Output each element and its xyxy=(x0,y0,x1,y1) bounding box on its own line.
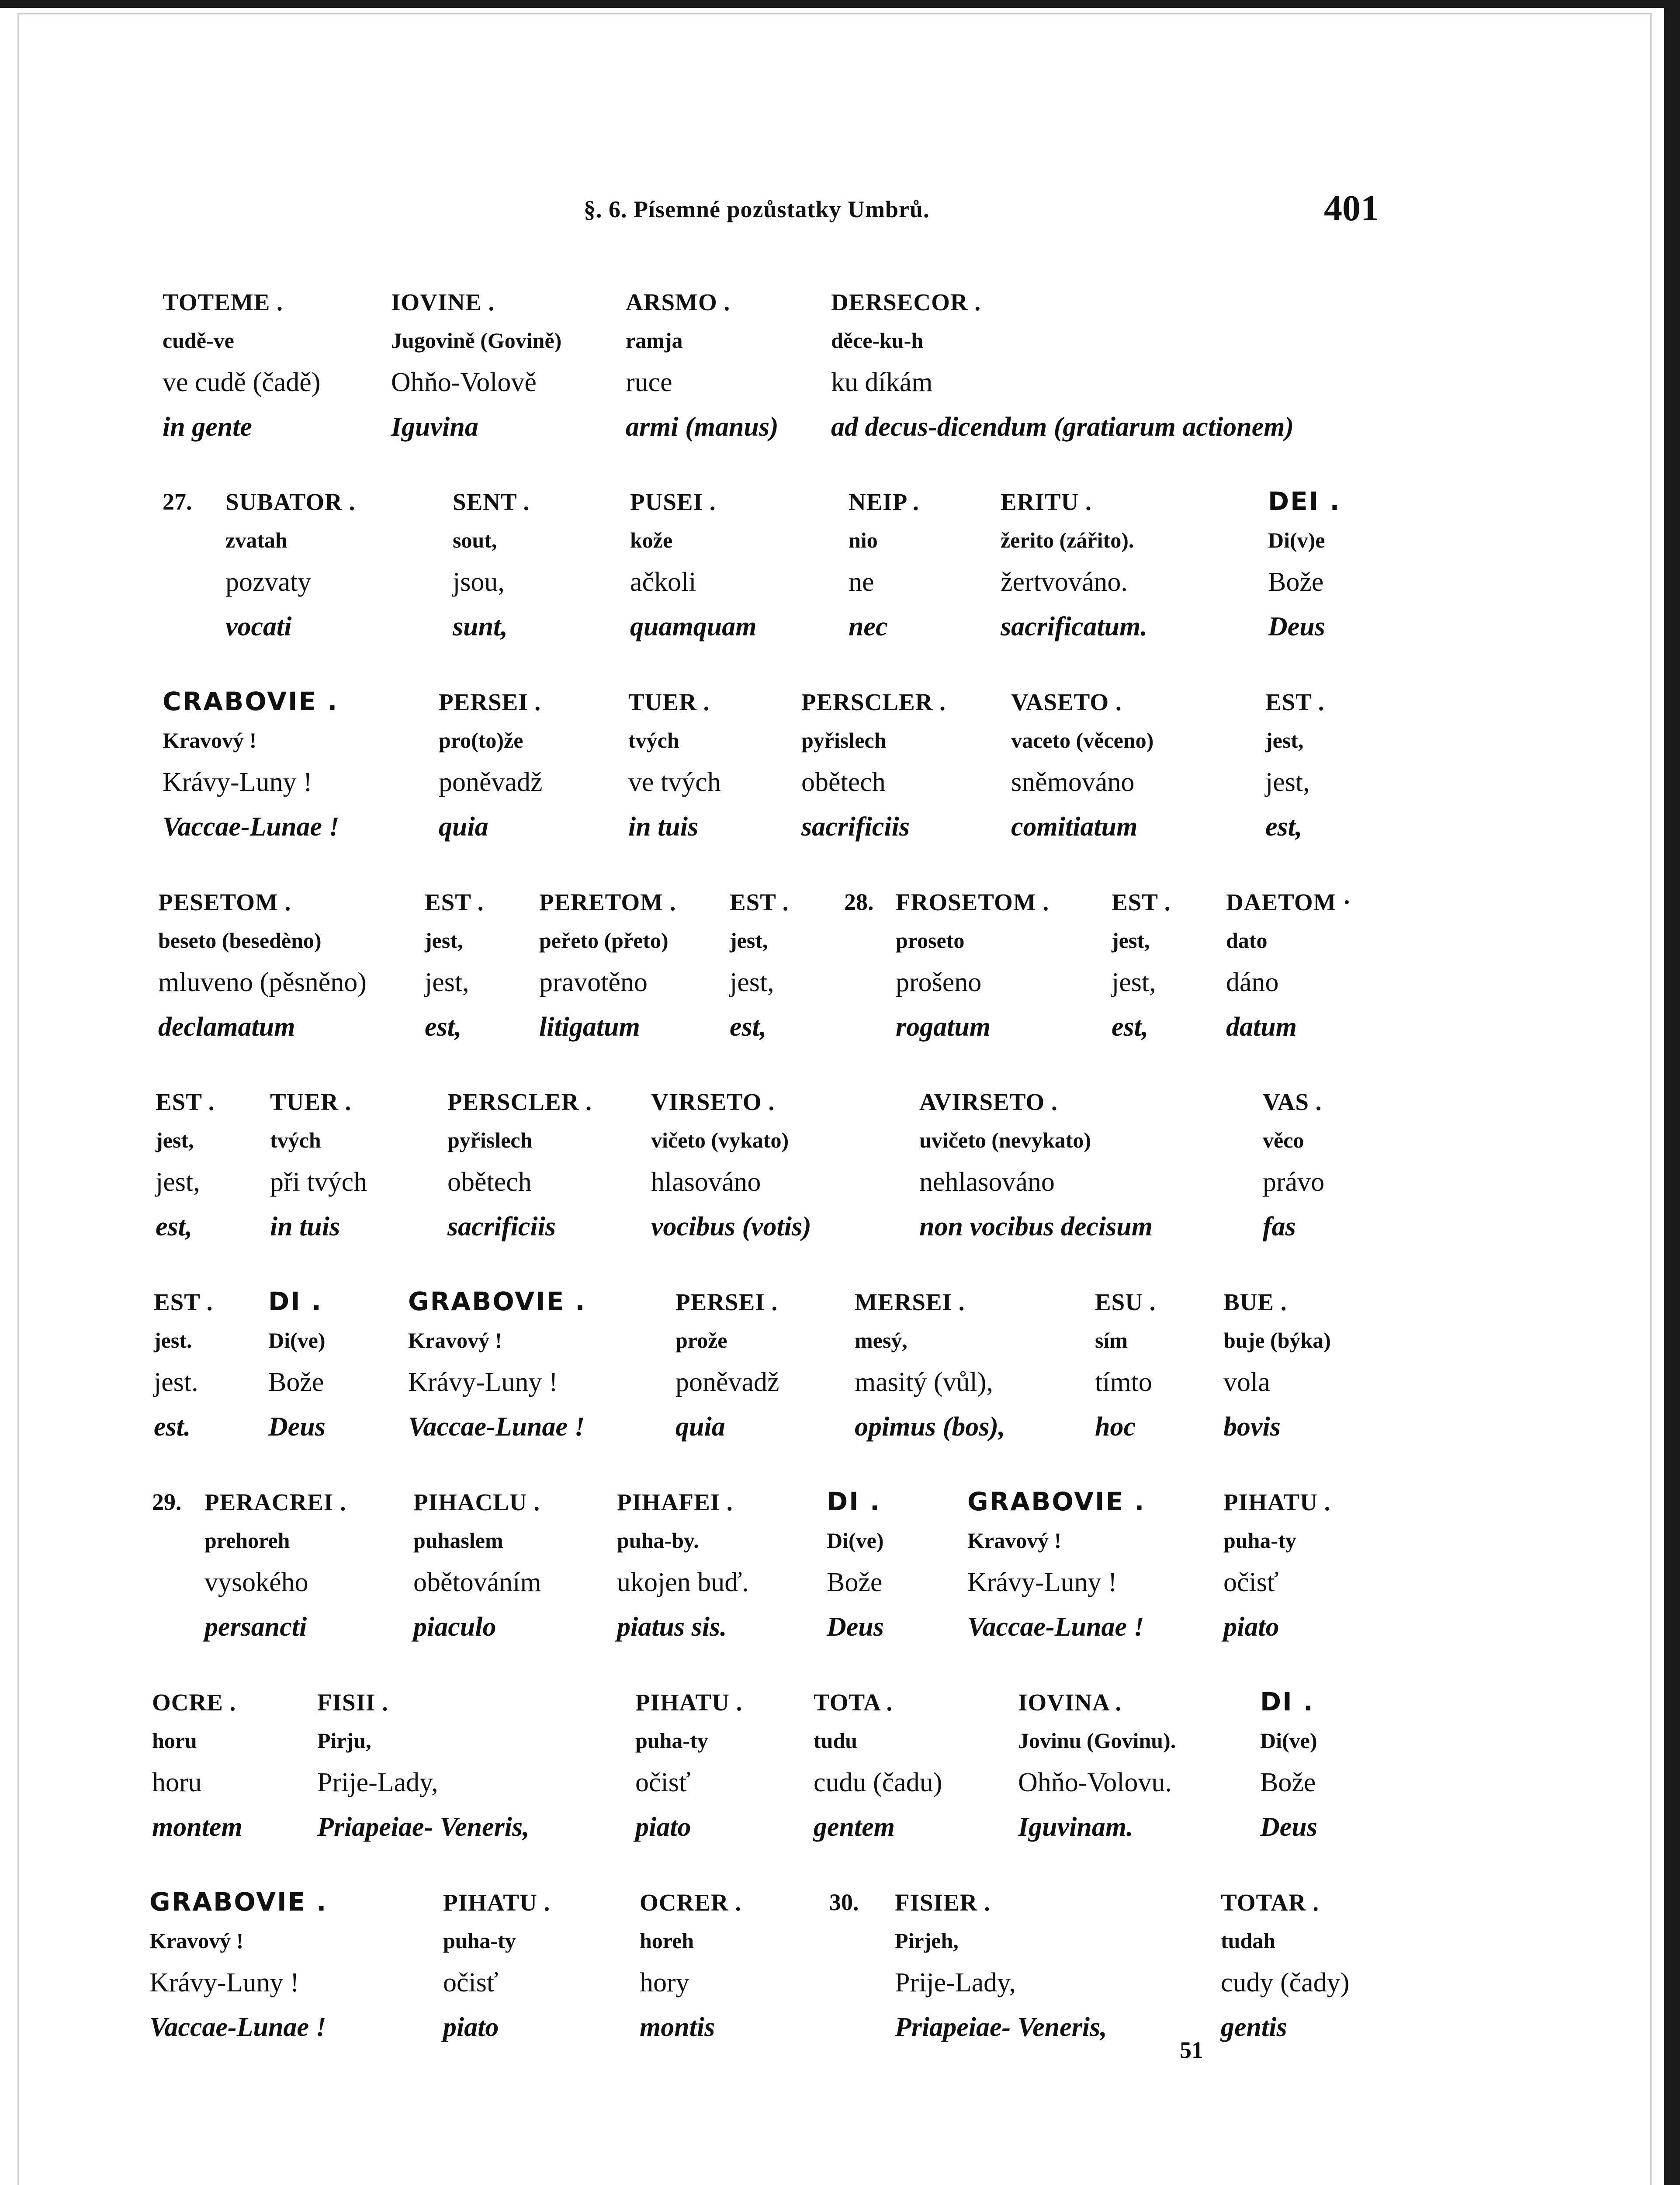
latin-translation: est, xyxy=(1112,1012,1149,1042)
umbrian-word: EST . xyxy=(730,889,789,916)
latin-translation: sunt, xyxy=(453,612,508,642)
czech-translation: Ohňo-Volovu. xyxy=(1018,1768,1172,1797)
old-czech-gloss: Di(ve) xyxy=(1260,1728,1317,1753)
scan-border-top xyxy=(0,0,1680,8)
old-czech-gloss: jest, xyxy=(730,928,768,953)
old-czech-gloss: sím xyxy=(1095,1328,1128,1353)
czech-translation: jest, xyxy=(730,968,774,997)
old-czech-gloss: dato xyxy=(1226,928,1268,953)
umbrian-word: CRABOVIE . xyxy=(163,687,339,716)
old-czech-gloss: ramja xyxy=(626,328,683,353)
czech-translation: ve cudě (čadě) xyxy=(163,368,321,397)
umbrian-word: VAS . xyxy=(1263,1089,1322,1115)
umbrian-word: PIHATU . xyxy=(443,1889,551,1916)
czech-translation: dáno xyxy=(1226,968,1279,997)
old-czech-gloss: Kravový ! xyxy=(149,1928,244,1953)
umbrian-word: TOTA . xyxy=(814,1689,893,1716)
section-number: 27. xyxy=(163,489,192,515)
czech-translation: Krávy-Luny ! xyxy=(163,767,312,797)
latin-translation: in tuis xyxy=(270,1212,340,1242)
czech-translation: ve tvých xyxy=(628,767,721,797)
old-czech-gloss: pro(to)že xyxy=(439,728,523,753)
latin-translation: est, xyxy=(425,1012,462,1042)
umbrian-word: DI . xyxy=(1260,1687,1314,1717)
latin-translation: in gente xyxy=(163,412,252,442)
page-title: §. 6. Písemné pozůstatky Umbrů. xyxy=(584,196,930,222)
czech-translation: obětech xyxy=(447,1167,532,1197)
latin-translation: nec xyxy=(849,612,888,642)
old-czech-gloss: vičeto (vykato) xyxy=(651,1128,789,1152)
old-czech-gloss: Kravový ! xyxy=(163,728,257,753)
old-czech-gloss: tudah xyxy=(1221,1928,1276,1953)
latin-translation: Deus xyxy=(827,1612,884,1642)
old-czech-gloss: puha-ty xyxy=(443,1928,516,1953)
umbrian-word: VIRSETO . xyxy=(651,1089,775,1115)
section-number: 28. xyxy=(844,889,874,915)
czech-translation: žertvováno. xyxy=(1001,567,1128,597)
czech-translation: ku díkám xyxy=(831,368,933,397)
old-czech-gloss: horeh xyxy=(640,1928,694,1953)
old-czech-gloss: Kravový ! xyxy=(967,1528,1062,1553)
umbrian-word: EST . xyxy=(425,889,484,916)
old-czech-gloss: mesý, xyxy=(855,1328,908,1353)
czech-translation: Krávy-Luny ! xyxy=(408,1367,558,1397)
old-czech-gloss: Pirjeh, xyxy=(895,1928,959,1953)
latin-translation: ad decus-dicendum (gratiarum actionem) xyxy=(831,412,1294,442)
czech-translation: při tvých xyxy=(270,1167,367,1197)
latin-translation: opimus (bos), xyxy=(855,1412,1005,1442)
umbrian-word: GRABOVIE . xyxy=(967,1487,1146,1516)
old-czech-gloss: puha-by. xyxy=(617,1528,699,1553)
umbrian-word: PIHAFEI . xyxy=(617,1489,733,1516)
czech-translation: jsou, xyxy=(453,567,505,597)
latin-translation: Priapeiae- Veneris, xyxy=(317,1812,530,1842)
czech-translation: ačkoli xyxy=(630,567,696,597)
old-czech-gloss: beseto (besedèno) xyxy=(158,928,322,953)
old-czech-gloss: pyřislech xyxy=(801,728,887,753)
old-czech-gloss: děce-ku-h xyxy=(831,328,924,353)
umbrian-word: PERSCLER . xyxy=(801,689,946,715)
old-czech-gloss: jest, xyxy=(425,928,463,953)
czech-translation: tímto xyxy=(1095,1367,1152,1397)
czech-translation: mluveno (pěsněno) xyxy=(158,968,367,997)
old-czech-gloss: žerito (zářito). xyxy=(1001,528,1134,552)
old-czech-gloss: Pirju, xyxy=(317,1728,371,1753)
umbrian-word: DI . xyxy=(268,1287,322,1316)
czech-translation: prošeno xyxy=(896,968,982,997)
umbrian-word: MERSEI . xyxy=(855,1289,965,1315)
latin-translation: Vaccae-Lunae ! xyxy=(149,2012,326,2042)
section-number: 29. xyxy=(152,1489,182,1515)
umbrian-word: PERSEI . xyxy=(675,1289,778,1315)
old-czech-gloss: Kravový ! xyxy=(408,1328,502,1353)
czech-translation: obětech xyxy=(801,767,886,797)
umbrian-word: EST . xyxy=(156,1089,215,1115)
czech-translation: očisť xyxy=(635,1768,691,1797)
old-czech-gloss: prože xyxy=(675,1328,727,1353)
umbrian-word: GRABOVIE . xyxy=(408,1287,586,1316)
umbrian-word: SUBATOR . xyxy=(225,489,356,515)
umbrian-word: SENT . xyxy=(453,489,530,515)
old-czech-gloss: jest, xyxy=(156,1128,194,1152)
gloss-block-5 xyxy=(0,1088,1680,1272)
umbrian-word: TUER . xyxy=(270,1089,352,1115)
czech-translation: horu xyxy=(152,1768,202,1797)
latin-translation: montis xyxy=(640,2012,715,2042)
old-czech-gloss: puha-ty xyxy=(1223,1528,1296,1553)
gloss-block-3 xyxy=(0,688,1680,872)
old-czech-gloss: horu xyxy=(152,1728,197,1753)
umbrian-word: AVIRSETO . xyxy=(919,1089,1058,1115)
czech-translation: pozvaty xyxy=(225,567,312,597)
czech-translation: jest, xyxy=(425,968,469,997)
old-czech-gloss: zvatah xyxy=(225,528,288,552)
umbrian-word: TUER . xyxy=(628,689,710,715)
umbrian-word: NEIP . xyxy=(849,489,919,515)
gloss-block-4 xyxy=(0,888,1680,1072)
latin-translation: Iguvinam. xyxy=(1018,1812,1133,1842)
czech-translation: hlasováno xyxy=(651,1167,761,1197)
latin-translation: declamatum xyxy=(158,1012,295,1042)
umbrian-word: DI . xyxy=(827,1487,881,1516)
czech-translation: vysokého xyxy=(204,1568,308,1597)
umbrian-word: ERITU . xyxy=(1001,489,1092,515)
latin-translation: montem xyxy=(152,1812,242,1842)
czech-translation: Prije-Lady, xyxy=(317,1768,438,1797)
czech-translation: Prije-Lady, xyxy=(895,1968,1016,1998)
umbrian-word: PESETOM . xyxy=(158,889,291,916)
czech-translation: sněmováno xyxy=(1011,767,1135,797)
latin-translation: Priapeiae- Veneris, xyxy=(895,2012,1107,2042)
umbrian-word: PERSEI . xyxy=(439,689,541,715)
umbrian-word: ESU . xyxy=(1095,1289,1156,1315)
old-czech-gloss: věco xyxy=(1263,1128,1304,1152)
czech-translation: Bože xyxy=(1268,567,1324,597)
umbrian-word: OCRER . xyxy=(640,1889,742,1916)
czech-translation: jest, xyxy=(1265,767,1310,797)
umbrian-word: PIHATU . xyxy=(635,1689,743,1716)
umbrian-word: EST . xyxy=(1265,689,1325,715)
umbrian-word: PERACREI . xyxy=(204,1489,346,1516)
latin-translation: armi (manus) xyxy=(626,412,779,442)
latin-translation: litigatum xyxy=(539,1012,640,1042)
czech-translation: cudy (čady) xyxy=(1221,1968,1350,1998)
latin-translation: sacrificatum. xyxy=(1001,612,1147,642)
latin-translation: piatus sis. xyxy=(617,1612,727,1642)
old-czech-gloss: pyřislech xyxy=(447,1128,533,1152)
latin-translation: datum xyxy=(1226,1012,1297,1042)
czech-translation: ruce xyxy=(626,368,672,397)
czech-translation: hory xyxy=(640,1968,689,1998)
czech-translation: Bože xyxy=(1260,1768,1316,1797)
czech-translation: pravotěno xyxy=(539,968,648,997)
umbrian-word: IOVINE . xyxy=(391,289,495,316)
old-czech-gloss: proseto xyxy=(896,928,965,953)
umbrian-word: FROSETOM . xyxy=(896,889,1050,916)
latin-translation: comitiatum xyxy=(1011,812,1138,842)
umbrian-word: FISII . xyxy=(317,1689,388,1716)
umbrian-word: DERSECOR . xyxy=(831,289,981,316)
umbrian-word: TOTEME . xyxy=(163,289,283,316)
latin-translation: est, xyxy=(156,1212,193,1242)
old-czech-gloss: jest. xyxy=(154,1328,192,1353)
old-czech-gloss: jest, xyxy=(1265,728,1304,753)
latin-translation: vocati xyxy=(225,612,292,642)
czech-translation: Krávy-Luny ! xyxy=(149,1968,299,1998)
gloss-block-6 xyxy=(0,1288,1680,1472)
czech-translation: poněvadž xyxy=(675,1367,779,1397)
latin-translation: bovis xyxy=(1223,1412,1281,1442)
czech-translation: poněvadž xyxy=(439,767,543,797)
umbrian-word: EST . xyxy=(1112,889,1171,916)
old-czech-gloss: tvých xyxy=(628,728,679,753)
old-czech-gloss: Di(ve) xyxy=(268,1328,326,1353)
gloss-block-2 xyxy=(0,488,1680,672)
gloss-block-7 xyxy=(0,1488,1680,1672)
latin-translation: Iguvina xyxy=(391,412,478,442)
umbrian-word: PIHATU . xyxy=(1223,1489,1331,1516)
umbrian-word: GRABOVIE . xyxy=(149,1887,328,1917)
latin-translation: est. xyxy=(154,1412,191,1442)
umbrian-word: PUSEI . xyxy=(630,489,716,515)
old-czech-gloss: Di(ve) xyxy=(827,1528,884,1553)
latin-translation: non vocibus decisum xyxy=(919,1212,1153,1242)
old-czech-gloss: nio xyxy=(849,528,878,552)
czech-translation: ne xyxy=(849,567,874,597)
old-czech-gloss: kože xyxy=(630,528,673,552)
umbrian-word: PERSCLER . xyxy=(447,1089,592,1115)
section-number: 30. xyxy=(829,1889,859,1915)
old-czech-gloss: peřeto (přeto) xyxy=(539,928,669,953)
czech-translation: vola xyxy=(1223,1367,1270,1397)
old-czech-gloss: prehoreh xyxy=(204,1528,290,1553)
latin-translation: Vaccae-Lunae ! xyxy=(967,1612,1144,1642)
umbrian-word: DAETOM · xyxy=(1226,889,1351,916)
czech-translation: jest, xyxy=(1112,968,1156,997)
latin-translation: quamquam xyxy=(630,612,757,642)
old-czech-gloss: jest, xyxy=(1112,928,1150,953)
old-czech-gloss: vaceto (věceno) xyxy=(1011,728,1154,753)
czech-translation: ukojen buď. xyxy=(617,1568,749,1597)
latin-translation: piato xyxy=(443,2012,499,2042)
umbrian-word: EST . xyxy=(154,1289,213,1315)
czech-translation: masitý (vůl), xyxy=(855,1367,993,1397)
old-czech-gloss: uvičeto (nevykato) xyxy=(919,1128,1091,1152)
gloss-block-9 xyxy=(0,1889,1680,2072)
umbrian-word: VASETO . xyxy=(1011,689,1122,715)
old-czech-gloss: sout, xyxy=(453,528,497,552)
umbrian-word: OCRE . xyxy=(152,1689,236,1716)
latin-translation: rogatum xyxy=(896,1012,991,1042)
latin-translation: Deus xyxy=(268,1412,326,1442)
umbrian-word: ARSMO . xyxy=(626,289,731,316)
czech-translation: očisť xyxy=(443,1968,499,1998)
old-czech-gloss: buje (býka) xyxy=(1223,1328,1331,1353)
latin-translation: in tuis xyxy=(628,812,699,842)
czech-translation: právo xyxy=(1263,1167,1325,1197)
czech-translation: Bože xyxy=(268,1367,324,1397)
latin-translation: Vaccae-Lunae ! xyxy=(163,812,339,842)
old-czech-gloss: tvých xyxy=(270,1128,321,1152)
latin-translation: vocibus (votis) xyxy=(651,1212,811,1242)
latin-translation: sacrificiis xyxy=(801,812,910,842)
latin-translation: hoc xyxy=(1095,1412,1136,1442)
umbrian-word: BUE . xyxy=(1223,1289,1287,1315)
latin-translation: persancti xyxy=(204,1612,307,1642)
czech-translation: jest, xyxy=(156,1167,200,1197)
page-number: 401 xyxy=(1324,188,1379,229)
umbrian-word: PERETOM . xyxy=(539,889,676,916)
old-czech-gloss: puhaslem xyxy=(413,1528,503,1553)
running-header xyxy=(0,187,1680,235)
latin-translation: quia xyxy=(439,812,488,842)
umbrian-word: FISIER . xyxy=(895,1889,991,1916)
latin-translation: sacrificiis xyxy=(447,1212,556,1242)
gloss-block-8 xyxy=(0,1689,1680,1872)
latin-translation: gentem xyxy=(814,1812,895,1842)
old-czech-gloss: Jovinu (Govinu). xyxy=(1018,1728,1176,1753)
old-czech-gloss: Jugovině (Govině) xyxy=(391,328,562,353)
czech-translation: jest. xyxy=(154,1367,198,1397)
czech-translation: cudu (čadu) xyxy=(814,1768,942,1797)
printer-signature-mark: 51 xyxy=(1180,2037,1203,2063)
umbrian-word: TOTAR . xyxy=(1221,1889,1320,1916)
latin-translation: fas xyxy=(1263,1212,1296,1242)
umbrian-word: DEI . xyxy=(1268,486,1341,516)
czech-translation: Bože xyxy=(827,1568,883,1597)
old-czech-gloss: Di(v)e xyxy=(1268,528,1325,552)
latin-translation: Vaccae-Lunae ! xyxy=(408,1412,585,1442)
latin-translation: est, xyxy=(1265,812,1302,842)
latin-translation: Deus xyxy=(1260,1812,1317,1842)
latin-translation: piato xyxy=(1223,1612,1279,1642)
czech-translation: očisť xyxy=(1223,1568,1279,1597)
old-czech-gloss: puha-ty xyxy=(635,1728,708,1753)
czech-translation: Ohňo-Volově xyxy=(391,368,537,397)
latin-translation: est, xyxy=(730,1012,767,1042)
czech-translation: obětováním xyxy=(413,1568,541,1597)
latin-translation: piaculo xyxy=(413,1612,496,1642)
czech-translation: Krávy-Luny ! xyxy=(967,1568,1117,1597)
latin-translation: gentis xyxy=(1221,2012,1287,2042)
latin-translation: quia xyxy=(675,1412,725,1442)
old-czech-gloss: cudě-ve xyxy=(163,328,234,353)
czech-translation: nehlasováno xyxy=(919,1167,1055,1197)
old-czech-gloss: tudu xyxy=(814,1728,858,1753)
gloss-block-1 xyxy=(0,288,1680,472)
latin-translation: Deus xyxy=(1268,612,1325,642)
latin-translation: piato xyxy=(635,1812,691,1842)
umbrian-word: PIHACLU . xyxy=(413,1489,540,1516)
umbrian-word: IOVINA . xyxy=(1018,1689,1122,1716)
